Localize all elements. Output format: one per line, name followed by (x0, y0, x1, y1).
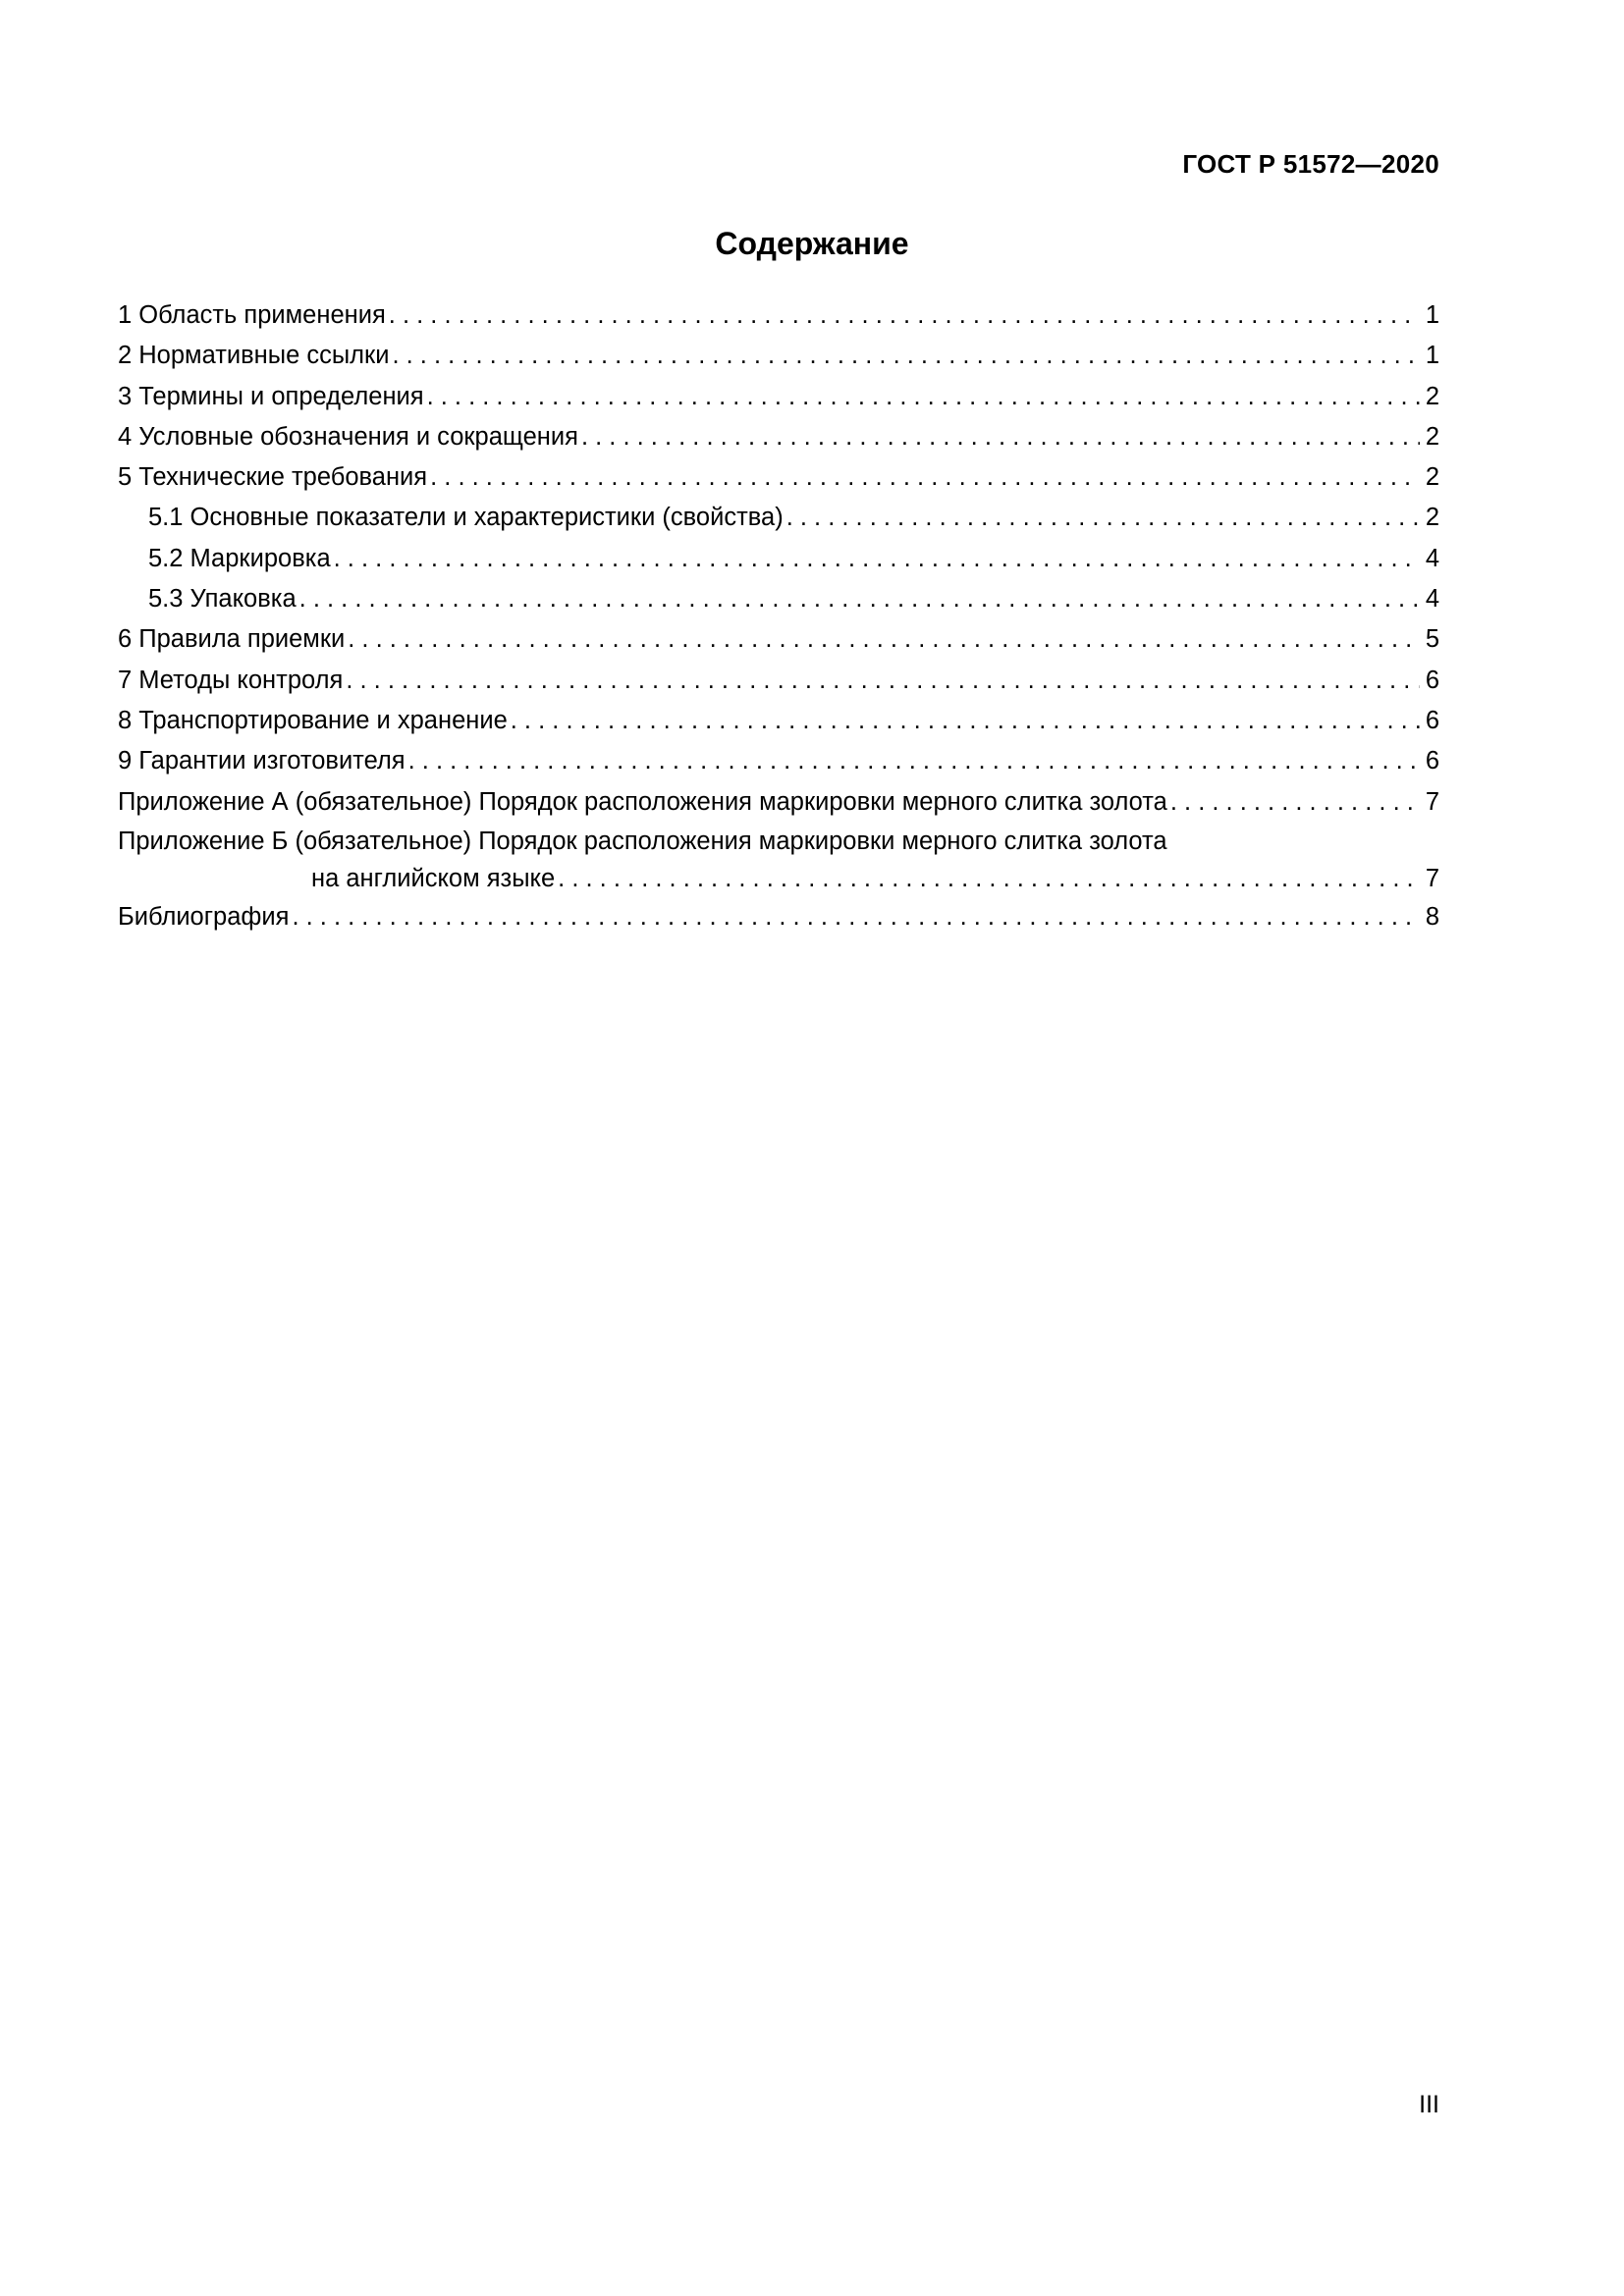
toc-entry-page: 5 (1425, 625, 1439, 654)
dot-leader (581, 417, 1420, 457)
toc-entry[interactable] (118, 417, 1439, 457)
toc-title: Содержание (715, 226, 909, 261)
dot-leader (292, 897, 1419, 937)
toc-entry-page: 2 (1425, 382, 1439, 410)
toc-entry-label: 2 Нормативные ссылки (118, 342, 390, 370)
toc-entry-label: 6 Правила приемки (118, 625, 346, 654)
toc-subentry[interactable] (118, 579, 1439, 619)
dot-leader (786, 498, 1420, 538)
dot-leader (1170, 782, 1420, 823)
dot-leader (299, 579, 1420, 619)
toc-entry-page: 8 (1425, 902, 1439, 931)
toc-entry-label: 5.2 Маркировка (148, 544, 331, 572)
dot-leader (558, 860, 1420, 897)
toc-entry[interactable] (118, 741, 1439, 781)
toc-entry-page: 6 (1425, 747, 1439, 775)
toc-entry[interactable] (118, 295, 1439, 336)
toc-entry-label: 1 Область применения (118, 301, 386, 329)
dot-leader (430, 457, 1420, 498)
toc-entry-label: 9 Гарантии изготовителя (118, 747, 406, 775)
toc-entry[interactable] (118, 661, 1439, 701)
toc-entry-page: 4 (1425, 585, 1439, 614)
toc-entry-label-line2: на английском языке (311, 864, 556, 892)
toc-entry-label: Библиография (118, 902, 290, 931)
toc-entry-page: 6 (1425, 666, 1439, 694)
toc-subentry[interactable] (118, 498, 1439, 538)
toc-entry-label: 5.3 Упаковка (148, 585, 297, 614)
dot-leader (427, 377, 1420, 417)
toc-entry-bibliography[interactable] (118, 897, 1439, 937)
dot-leader (334, 539, 1420, 579)
toc-entry-label: 3 Термины и определения (118, 382, 424, 410)
toc-entry-label: 7 Методы контроля (118, 666, 344, 694)
dot-leader (346, 661, 1419, 701)
toc-entry-page: 1 (1425, 301, 1439, 329)
toc-entry[interactable] (118, 701, 1439, 741)
toc-entry-page: 2 (1425, 463, 1439, 492)
toc-entry[interactable] (118, 619, 1439, 660)
document-code: ГОСТ Р 51572—2020 (1182, 149, 1439, 179)
toc-entry-appendix-b[interactable] (118, 823, 1439, 897)
dot-leader (392, 336, 1419, 376)
toc-entry-page: 6 (1425, 706, 1439, 734)
toc-entry-page: 2 (1425, 422, 1439, 451)
toc-entry-label: 8 Транспортирование и хранение (118, 706, 508, 734)
toc-entry-page: 1 (1425, 342, 1439, 370)
toc-entry-label: 5 Технические требования (118, 463, 428, 492)
toc-entry-label: 4 Условные обозначения и сокращения (118, 422, 578, 451)
toc-entry[interactable] (118, 377, 1439, 417)
dot-leader (348, 619, 1420, 660)
dot-leader (408, 741, 1420, 781)
toc-entry-page: 2 (1425, 504, 1439, 532)
dot-leader (389, 295, 1420, 336)
toc-entry-label-line1: Приложение Б (обязательное) Порядок расположения маркировки мерного слитка золота (118, 827, 1167, 855)
toc-entry-page: 7 (1425, 864, 1439, 892)
toc-subentry[interactable] (118, 539, 1439, 579)
toc-entry-page: 7 (1425, 787, 1439, 816)
toc-entry-continuation (118, 860, 1439, 897)
toc-entry-label: 5.1 Основные показатели и характеристики (свойства) (148, 504, 784, 532)
toc-entry[interactable] (118, 457, 1439, 498)
page-number: III (1419, 2091, 1439, 2118)
toc-entry-page: 4 (1425, 544, 1439, 572)
dot-leader (511, 701, 1420, 741)
toc-entry-label: Приложение А (обязательное) Порядок расположения маркировки мерного слитка золота (118, 787, 1167, 816)
table-of-contents (118, 295, 1439, 937)
toc-entry[interactable] (118, 336, 1439, 376)
toc-entry-appendix-a[interactable] (118, 782, 1439, 823)
